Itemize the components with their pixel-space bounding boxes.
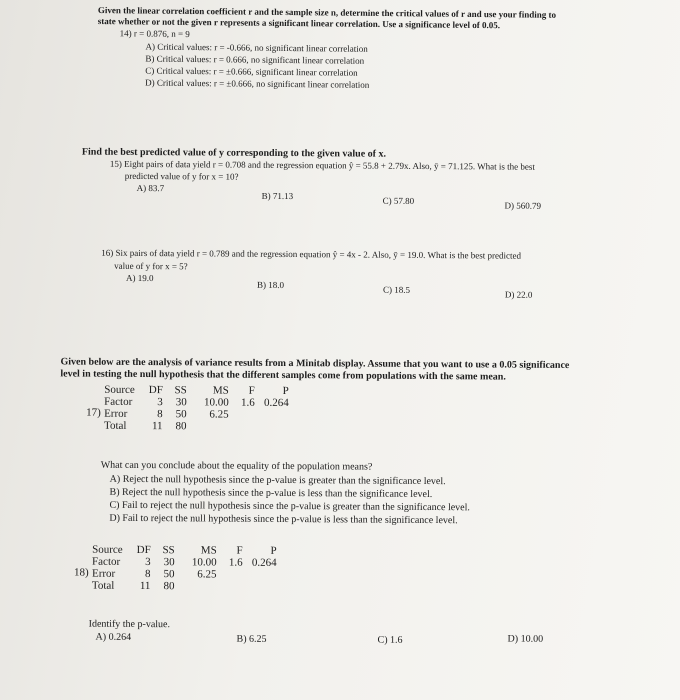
q17-option-b: B) Reject the null hypothesis since the p-value is less than the significance level. (109, 486, 433, 501)
table-cell: Error (104, 407, 128, 420)
q16-option-b: B) 18.0 (256, 279, 285, 290)
table-header-cell: SS (174, 384, 187, 397)
table-cell: 8 (157, 408, 163, 421)
section2-header: Find the best predicted value of y corresponding to the given value of x. (81, 146, 387, 160)
table-cell (259, 421, 293, 433)
table-row (104, 420, 293, 433)
table-header-cell: P (282, 384, 289, 398)
q14-option-d: D) Critical values: r = ±0.666, no significant linear correlation (145, 77, 370, 90)
q17-option-c: C) Fail to reject the null hypothesis since the p-value is greater than the significance level. (109, 499, 470, 514)
table-cell: 0.264 (251, 556, 277, 569)
section1-intro-line2: state whether or not the given r represents a significant linear correlation. Use a significance level of 0.05. (97, 16, 501, 31)
q18-option-d: D) 10.00 (507, 633, 544, 645)
section3-intro-line1: Given below are the analysis of variance results from a Minitab display. Assume that you want to use a 0.05 significance (60, 356, 570, 371)
table-header-cell: DF (148, 384, 163, 397)
table-cell: 80 (163, 580, 175, 593)
q18-option-b: B) 6.25 (236, 633, 267, 645)
q14-option-c: C) Critical values: r = ±0.666, significant linear correlation (145, 65, 358, 78)
q18-question: Identify the p-value. (88, 618, 171, 631)
table-header-cell: P (270, 544, 277, 557)
table-cell: 1.6 (240, 396, 255, 409)
q15-line1: 15) Eight pairs of data yield r = 0.708 and the regression equation ŷ = 55.8 + 2.79x. Also, ȳ = 71.125. What is the best (109, 158, 535, 172)
table-cell (220, 569, 246, 581)
section1-intro-line1: Given the linear correlation coefficient r and the sample size n, determine the critical values of r and use your finding to (97, 5, 557, 20)
table-cell: 3 (145, 556, 151, 569)
table-cell: 0.264 (263, 396, 289, 410)
q15-option-d: D) 560.79 (504, 200, 542, 211)
q15-option-b: B) 71.13 (261, 190, 294, 202)
table-cell: Total (103, 419, 127, 432)
table-cell (191, 420, 233, 432)
table-cell (220, 581, 246, 593)
table-cell: 6.25 (209, 408, 229, 421)
table-header-cell: MS (200, 544, 217, 557)
q18-number: 18) (73, 566, 89, 579)
table-cell (178, 580, 220, 592)
q16-option-a: A) 19.0 (126, 272, 154, 284)
q17-number: 17) (86, 406, 101, 419)
table-cell: 1.6 (228, 556, 243, 569)
q17-anova-table (104, 384, 293, 433)
table-cell: 11 (139, 579, 151, 593)
q15-option-a: A) 83.7 (136, 182, 165, 194)
q16-option-c: C) 18.5 (382, 284, 411, 295)
q18-anova-table (92, 544, 281, 593)
section-correlation-critical-values (0, 0, 680, 90)
q14-option-b: B) Critical values: r = 0.666, no significant linear correlation (145, 53, 365, 66)
table-header-cell: Source (104, 383, 135, 396)
q16-line1: 16) Six pairs of data yield r = 0.789 and the regression equation ŷ = 4x - 2. Also, ȳ = 19.0. What is the best predicted (101, 247, 521, 261)
table-cell: Error (91, 567, 116, 580)
q16-line2: value of y for x = 5? (114, 260, 188, 272)
table-header-row (92, 544, 281, 557)
table-cell: 80 (175, 420, 187, 433)
table-cell: Total (91, 579, 115, 592)
table-cell: Factor (104, 395, 133, 408)
table-row (92, 580, 281, 593)
table-header-cell: F (236, 544, 243, 557)
table-cell: 10.00 (191, 556, 217, 569)
table-header-cell: F (248, 384, 255, 397)
table-cell (246, 581, 280, 593)
q17-option-d: D) Fail to reject the null hypothesis since the p-value is less than the significance level. (109, 512, 458, 527)
q17-question: What can you conclude about the equality of the population means? (100, 459, 373, 473)
table-cell (246, 569, 280, 581)
table-cell: Factor (92, 555, 121, 568)
q14-stem: 14) r = 0.876, n = 9 (119, 28, 190, 39)
table-cell: 8 (145, 568, 151, 581)
table-cell: 10.00 (203, 396, 229, 409)
q16-option-d: D) 22.0 (504, 289, 533, 300)
table-header-cell: MS (212, 384, 229, 397)
table-cell: 11 (151, 420, 163, 433)
table-header-cell: Source (92, 543, 123, 556)
section3-intro-line2: level in testing the null hypothesis that the different samples come from populations with the same mean. (60, 368, 506, 383)
table-header-cell: SS (162, 544, 175, 557)
table-cell (233, 409, 259, 421)
table-header-row (104, 384, 293, 397)
q18-option-c: C) 1.6 (377, 634, 403, 646)
table-cell: 30 (175, 396, 187, 409)
q14-option-a: A) Critical values: r = -0.666, no significant linear correlation (145, 41, 368, 54)
q17-option-a: A) Reject the null hypothesis since the p-value is greater than the significance level. (109, 473, 446, 488)
table-cell: 30 (163, 556, 175, 569)
table-cell (259, 409, 293, 421)
table-cell (233, 421, 259, 433)
table-cell: 3 (157, 396, 163, 409)
q15-line2: predicted value of y for x = 10? (124, 170, 239, 182)
table-cell: 50 (163, 568, 175, 581)
q18-option-a: A) 0.264 (95, 631, 132, 643)
table-header-cell: DF (136, 543, 151, 557)
table-cell: 50 (175, 408, 187, 421)
q15-option-c: C) 57.80 (382, 195, 415, 206)
table-cell: 6.25 (197, 568, 217, 581)
